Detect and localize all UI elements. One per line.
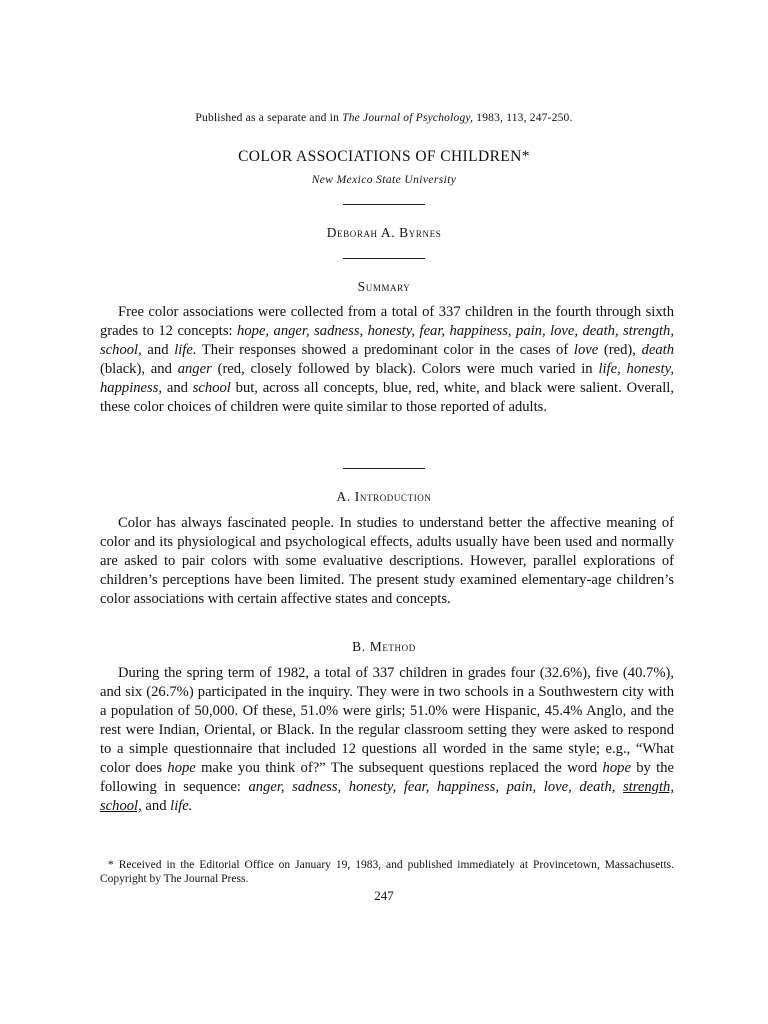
text-run: life. (170, 798, 193, 814)
text-run: strength, school, (100, 779, 674, 814)
publication-note (0, 112, 768, 124)
text-run: hope (167, 760, 196, 776)
text-run: hope, anger, sadness, honesty, fear, happiness, pain, love, death, strength, school, (100, 323, 674, 358)
method-heading: B. Method (352, 639, 416, 654)
author-name: Deborah A. Byrnes (326, 225, 442, 240)
text-run: (black), and (100, 361, 178, 377)
summary-paragraph (100, 303, 674, 417)
text-run: life, honesty, happiness, (100, 361, 674, 396)
text-run: anger (177, 361, 212, 377)
text-run: and (162, 380, 193, 396)
introduction-paragraph (100, 514, 674, 609)
article-title: COLOR ASSOCIATIONS OF CHILDREN* (238, 148, 530, 165)
text-run: death (641, 342, 674, 358)
publication-prefix: Published as a separate and in (195, 112, 343, 124)
affiliation: New Mexico State University (311, 174, 457, 186)
text-run: Color has always fascinated people. In studies to understand better the affective meaning of color and its physiological and psychological effects, adults usually have been used and normally are asked to pair colors with some evaluative descriptions. However, parallel explorations of children’s perceptions have been limited. The present study examined elementary-age children’s color associations with certain affective states and concepts. (100, 515, 674, 607)
text-run: make you think of?” The subsequent questions replaced the word (195, 760, 603, 776)
divider-rule (343, 258, 425, 259)
publication-suffix: 1983, 113, 247-250. (473, 112, 573, 124)
page-number: 247 (374, 888, 394, 903)
summary-heading: Summary (357, 279, 411, 294)
footnote: * Received in the Editorial Office on January 19, 1983, and published immediately at Provincetown, Massachusetts. Copyright by The Journal Press. (100, 859, 674, 885)
divider-rule (343, 468, 425, 469)
text-run: hope (602, 760, 631, 776)
text-run: anger, sadness, honesty, fear, happiness, pain, love, death, (248, 779, 624, 795)
text-run: (red, closely followed by black). Colors were much varied in (211, 361, 599, 377)
text-run: but, across all concepts, blue, red, white, and black were salient. Overall, these color choices of children were quite similar to those reported of adults. (100, 380, 674, 415)
text-run: (red), (598, 342, 642, 358)
text-run: Free color associations were collected from a total of 337 children in the fourth through sixth grades to 12 concepts: (100, 304, 674, 339)
text-run: Their responses showed a predominant color in the cases of (196, 342, 574, 358)
divider-rule (343, 204, 425, 205)
text-run: by the following in sequence: (100, 760, 674, 795)
introduction-heading: A. Introduction (336, 489, 432, 504)
method-paragraph (100, 664, 674, 816)
text-run: and (141, 342, 175, 358)
text-run: school (192, 380, 231, 396)
text-run: love (573, 342, 599, 358)
text-run: During the spring term of 1982, a total of 337 children in grades four (32.6%), five (40.7%), and six (26.7%) participated in the inquiry. They were in two schools in a Southwestern city with a population of 50,000. Of these, 51.0% were girls; 51.0% were Hispanic, 45.4% Anglo, and the rest were Indian, Oriental, or Black. In the regular classroom setting they were asked to respond to a simple questionnaire that included 12 questions all worded in the same style; e.g., “What color does (100, 665, 674, 776)
journal-name: The Journal of Psychology, (342, 112, 474, 124)
text-run: life. (174, 342, 197, 358)
text-run: and (141, 798, 171, 814)
